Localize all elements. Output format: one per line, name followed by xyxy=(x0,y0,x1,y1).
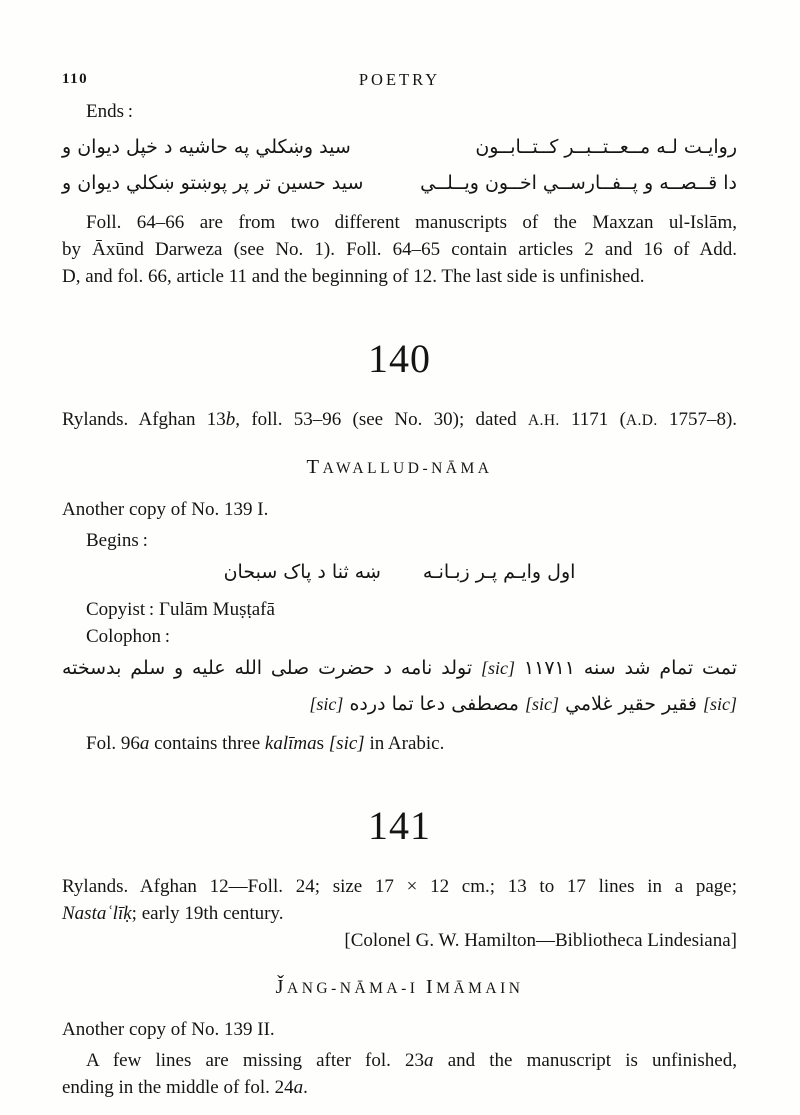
colophon-text: فقير حقير غلامي xyxy=(559,693,703,715)
folio-note-140 xyxy=(62,730,737,757)
hemistich-left: سيد وښكلي په حاشيه د خپل ديوان و xyxy=(62,136,351,158)
begins-label: Begins : xyxy=(86,530,148,551)
script-name-italic: Nastaʿlīḳ xyxy=(62,903,132,924)
folio-letter: a xyxy=(424,1050,434,1071)
note-line xyxy=(62,1074,737,1101)
entry-number-140: 140 xyxy=(368,336,431,381)
note-line: by Āxūnd Darweza (see No. 1). Foll. 64–65 contain articles 2 and 16 of Add. xyxy=(62,239,737,260)
source-line-140 xyxy=(62,406,737,434)
hemistich-right: دا قــصــه و پــفــارســي اخــون ويــلــي xyxy=(420,172,737,194)
note-line: D, and fol. 66, article 11 and the beginning of 12. The last side is unfinished. xyxy=(62,266,645,287)
note-text: Fol. 96 xyxy=(86,733,140,754)
colophon-text: تمت تمام شد سنه ١١٧١١ xyxy=(515,657,737,679)
entry-139-note xyxy=(62,209,737,290)
title-initial: I xyxy=(425,976,437,998)
colophon-line-2 xyxy=(62,686,737,722)
work-title-141 xyxy=(62,974,737,1002)
verse-line xyxy=(62,165,737,201)
folio-letter: a xyxy=(293,1077,304,1098)
entry-number-141: 141 xyxy=(368,803,431,848)
hemistich-left: سيد حسين تر پر پوښتو ښكلي ديوان و xyxy=(62,172,364,194)
entry-140-section xyxy=(62,336,737,757)
folio-letter: a xyxy=(139,733,150,754)
colophon-text: مصطفى دعا تما درده xyxy=(343,693,526,715)
ends-label: Ends : xyxy=(86,101,134,122)
note-text: . xyxy=(303,1077,308,1098)
another-copy-140: Another copy of No. 139 I. xyxy=(62,499,269,520)
work-title-140 xyxy=(62,454,737,482)
colophon-line-1 xyxy=(62,650,737,686)
running-title: POETRY xyxy=(358,70,441,89)
sic-marker: [sic] xyxy=(525,694,560,714)
source-text: 1757–8). xyxy=(657,409,738,430)
page-number: 110 xyxy=(62,71,89,87)
begins-verse xyxy=(62,554,737,590)
entry-139-section xyxy=(62,98,737,290)
source-text: 1171 ( xyxy=(559,409,626,430)
hemistich-right: اول وايـم پـر زبـانـه xyxy=(422,561,576,583)
note-text: contains three xyxy=(149,733,265,754)
sic-marker: [sic] xyxy=(702,694,737,714)
source-line-141: Rylands. Afghan 12—Foll. 24; size 17 × 12 cm.; 13 to 17 lines in a page; xyxy=(62,876,737,897)
note-text: ending in the middle of fol. 24 xyxy=(62,1077,294,1098)
verse-line xyxy=(62,129,737,165)
note-line xyxy=(62,1047,737,1074)
hemistich-right: روايـت لـه مــعــتــبــر كــتــابــون xyxy=(475,136,737,158)
entry-141-note xyxy=(62,1047,737,1101)
title-initial: J̌ xyxy=(275,976,288,998)
provenance-line: [Colonel G. W. Hamilton—Bibliotheca Lindesiana] xyxy=(344,930,737,951)
title-initial: T xyxy=(306,456,323,478)
colophon-label: Colophon : xyxy=(86,626,171,647)
note-text: and the manuscript is unfinished, xyxy=(433,1050,737,1071)
hemistich-left: ښه ثنا د پاک سبحان xyxy=(223,561,381,583)
another-copy-141: Another copy of No. 139 II. xyxy=(62,1019,275,1040)
source-text: Rylands. Afghan 13 xyxy=(62,409,226,430)
source-line-141b xyxy=(62,900,737,927)
page-header xyxy=(62,66,737,88)
sic-marker: [sic] xyxy=(481,658,516,678)
sic-marker: [sic] xyxy=(309,694,344,714)
title-rest: MĀMAIN xyxy=(436,980,524,997)
term-italic: kalīma xyxy=(264,733,317,754)
note-text: in Arabic. xyxy=(364,733,445,754)
title-rest: ANG-NĀMA-I xyxy=(287,980,426,997)
era-abbrev: A.H. xyxy=(527,412,560,429)
note-line: Foll. 64–66 are from two different manuscripts of the Maxzan ul-Islām, xyxy=(86,212,737,233)
copyist-line: Copyist : Γulām Muṣṭafā xyxy=(86,599,275,620)
note-text: A few lines are missing after fol. 23 xyxy=(86,1050,425,1071)
entry-141-section xyxy=(62,803,737,1101)
source-text: ; early 19th century. xyxy=(131,903,284,924)
folio-letter: b xyxy=(225,409,236,430)
sic-marker: [sic] xyxy=(328,733,365,754)
era-abbrev: A.D. xyxy=(625,412,658,429)
title-rest: AWALLUD-NĀMA xyxy=(322,460,493,477)
source-text: , foll. 53–96 (see No. 30); dated xyxy=(235,409,528,430)
colophon-text: تولد نامه د حضرت صلى الله عليه و سلم بدسخته xyxy=(62,657,481,679)
note-text: s xyxy=(316,733,329,754)
